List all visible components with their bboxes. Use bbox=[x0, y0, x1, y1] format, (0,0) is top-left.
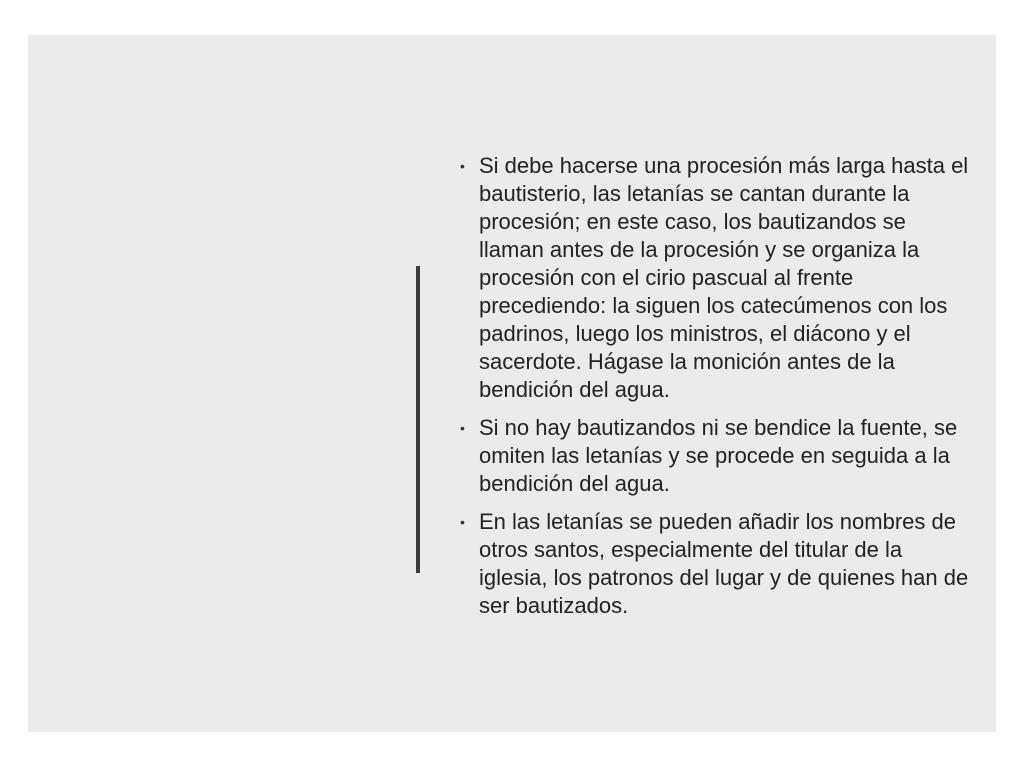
bullet-text: Si debe hacerse una procesión más larga hasta el bautisterio, las letanías se cantan durante la procesión; en este caso, los bautizandos se llaman antes de la procesión y se organiza la procesión con el cirio pascual al frente precediendo: la siguen los catecúmenos con los padrinos, luego los ministros, el diácono y el sacerdote. Hágase la monición antes de la bendición del agua. bbox=[479, 153, 969, 402]
vertical-divider-line bbox=[416, 266, 420, 573]
bullet-text: En las letanías se pueden añadir los nombres de otros santos, especialmente del titular de la iglesia, los patronos del lugar y de quienes han de ser bautizados. bbox=[479, 509, 969, 618]
bullet-dot-icon: • bbox=[460, 514, 465, 530]
bullet-dot-icon: • bbox=[460, 158, 465, 174]
bullet-dot-icon: • bbox=[460, 420, 465, 436]
bullet-item-litany-saints bbox=[456, 508, 976, 620]
bullet-item-no-candidates bbox=[456, 414, 976, 498]
bullet-item-procession bbox=[456, 152, 976, 404]
bullet-text: Si no hay bautizandos ni se bendice la fuente, se omiten las letanías y se procede en seguida a la bendición del agua. bbox=[479, 415, 958, 496]
bullet-list bbox=[456, 152, 976, 630]
slide bbox=[28, 35, 996, 732]
